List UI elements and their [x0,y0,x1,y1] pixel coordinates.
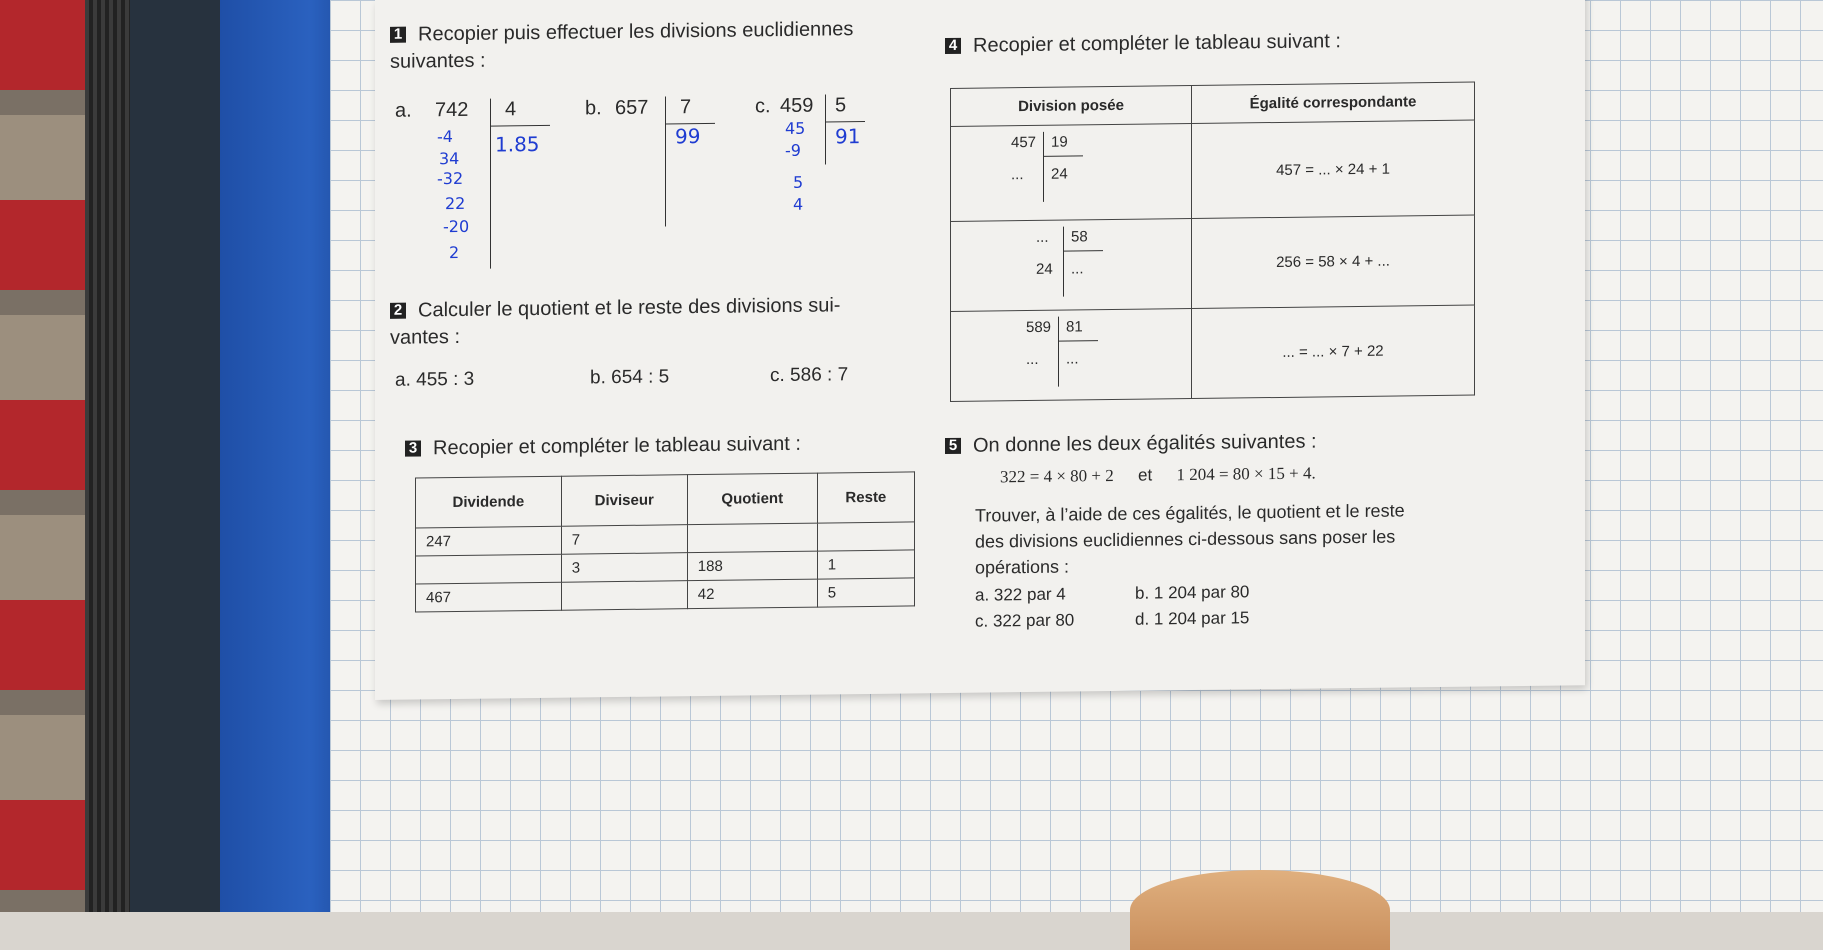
ex2-item-b: b. 654 : 5 [590,366,670,389]
table-row: 247 7 [416,522,915,556]
ex5-equalities: 322 = 4 × 80 + 2 et 1 204 = 80 × 15 + 4. [1000,463,1316,487]
ex1-a-label: a. [395,99,412,122]
ex3-number: 3 [405,440,421,456]
ex1-c-label: c. [755,95,771,118]
ex4-table [950,82,1475,402]
ex1-a-line [490,125,550,127]
ex4-header: Division posée [951,86,1192,127]
ex1-c-line [825,121,865,122]
ex4-title: 4 Recopier et compléter le tableau suivant : [945,28,1341,60]
ex1-title: 1 Recopier puis effectuer les divisions euclidiennes suivantes : [390,18,854,73]
ex1-a-quotient: 1.85 [495,131,540,157]
ex1-b-bar [665,96,666,226]
ex1-b-divisor: 7 [680,96,692,119]
table-row: 457 19 ... 24 457 = ... × 24 + 1 [951,120,1475,221]
finger [1130,870,1390,950]
ex1-a-bar [490,99,491,269]
ex3-header: Reste [817,472,914,523]
ex1-b-quotient: 99 [675,124,701,149]
ex5-title: 5 On donne les deux égalités suivantes : [945,428,1317,460]
ex1-b-label: b. [585,97,602,120]
ex4-header: Égalité correspondante [1192,82,1475,123]
ex5-items: a. 322 par 4 b. 1 204 par 80 c. 322 par 80 d. 1 204 par 15 [975,582,1250,631]
ex1-number: 1 [390,27,406,43]
background-fabric [0,0,130,912]
ex1-b-dividend: 657 [615,96,649,120]
ex1-c-bar [825,94,826,164]
ex2-item-a: a. 455 : 3 [395,368,475,391]
ex2-item-c: c. 586 : 7 [770,364,849,387]
ex3-header: Dividende [416,476,562,528]
table-row: 467 42 5 [416,578,915,612]
ex5-number: 5 [945,438,961,454]
ex1-c-dividend: 459 [780,94,814,118]
table-row: 589 81 ... ... ... = ... × 7 + 22 [951,305,1475,401]
ex1-c-divisor: 5 [835,94,847,117]
ex1-a-dividend: 742 [435,98,469,122]
ex5-text: Trouver, à l’aide de ces égalités, le quotient et le reste des divisions euclidiennes ci-dessous sans poser les opérations : [975,500,1405,578]
ex2-number: 2 [390,303,406,319]
ex1-c-quotient: 91 [835,124,861,149]
ex3-header: Diviseur [561,475,687,527]
ex3-table [415,471,915,612]
ex2-title: 2 Calculer le quotient et le reste des divisions sui- vantes : [390,294,841,349]
table-row: 3 188 1 [416,550,915,584]
ex4-number: 4 [945,38,961,54]
background-zipper [130,0,220,912]
ex3-header: Quotient [687,473,817,525]
worksheet: 1 Recopier puis effectuer les divisions euclidiennes suivantes : a. 742 4 1.85 -4 34 -32 22 -20 2 b. 657 7 99 c. 459 5 91 45 -9 5 4 2 Calculer le quotient et le reste des divisions sui- vantes : a. 455 : 3 b. 654 : 5 c. 586 : 7 3 Recopier et compléter le tableau suivant : Dividende Diviseur Quotient Reste 247 7 3 188 1 467 42 5 4 Recopier et compléter le tableau suivant : Division posée Égalité correspondante 457 19 ... 24 457 = ... × 24 + 1 ... 58 24 ... 256 = 58 × 4 + ... 589 81 ... ... ... = ... × 7 + 22 5 On donne les deux égalités suivantes : 322 = 4 × 80 + 2 et 1 204 = 80 × 15 + 4. Trouver, à l’aide de ces égalités, le quotient et le reste des divisions euclidiennes ci-dessous sans poser les opérations : a. 322 par 4 b. 1 204 par 80 c. 322 par 80 d. 1 204 par 15 [375,0,1585,700]
ex3-title: 3 Recopier et compléter le tableau suivant : [405,431,801,463]
table-row: ... 58 24 ... 256 = 58 × 4 + ... [951,215,1475,311]
ex1-a-divisor: 4 [505,98,517,121]
